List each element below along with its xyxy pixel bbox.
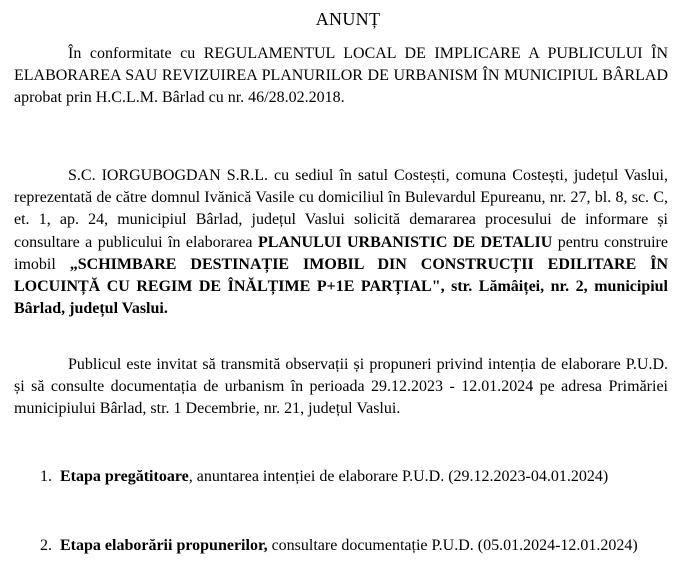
stage-name: Etapa pregătitoare <box>60 468 189 485</box>
stages-list-2 <box>14 535 668 557</box>
request-text-start: S.C. IORGUBOGDAN S.R.L. cu sediul în satul Costești, comuna Costești, județul Vaslui, reprezentată de către domnul Ivănică Vasile cu domiciliul în Bulevardul Epureanu, nr. 27, bl. 8, sc. C, et. 1, ap. 24, municipiul Bârlad, județul Vaslui solicită demararea procesului de informare și consultare a publicului în elaborarea <box>14 167 668 251</box>
paragraph-invitation: Publicul este invitat să transmită observații și propuneri privind intenția de elaborare P.U.D. și să consulte documentația de urbanism în perioada 29.12.2023 - 12.01.2024 pe adresa Primăriei municipiului Bârlad, str. 1 Decembrie, nr. 21, județul Vaslui. <box>14 356 668 418</box>
stage-description: , anuntarea intenției de elaborare P.U.D. (29.12.2023-04.01.2024) <box>188 468 609 485</box>
paragraph-regulation: În conformitate cu REGULAMENTUL LOCAL DE IMPLICARE A PUBLICULUI ÎN ELABORAREA SAU REVIZUIREA PLANURILOR DE URBANISM ÎN MUNICIPIUL BÂRLAD aprobat prin H.C.L.M. Bârlad cu nr. 46/28.02.2018. <box>14 45 668 107</box>
paragraph-request <box>14 165 668 320</box>
list-item <box>14 535 668 557</box>
stages-list-1 <box>14 466 668 488</box>
list-item-number: 1. <box>40 468 52 485</box>
project-name: „SCHIMBARE DESTINAȚIE IMOBIL DIN CONSTRUCȚII EDILITARE ÎN LOCUINȚĂ CU REGIM DE ÎNĂLȚIME P+1E PARȚIAL", str. Lămâiței, nr. 2, municipiul Bârlad, județul Vaslui. <box>14 255 669 318</box>
list-item-number: 2. <box>40 537 52 554</box>
document-title: ANUNȚ <box>315 9 381 29</box>
plan-type: PLANULUI URBANISTIC DE DETALIU <box>257 233 553 251</box>
list-item <box>14 466 668 488</box>
request-text-middle: pentru construire imobil <box>14 233 668 273</box>
stage-name: Etapa elaborării propunerilor, <box>60 537 268 554</box>
stage-description: consultare documentație P.U.D. (05.01.2024-12.01.2024) <box>267 537 638 554</box>
